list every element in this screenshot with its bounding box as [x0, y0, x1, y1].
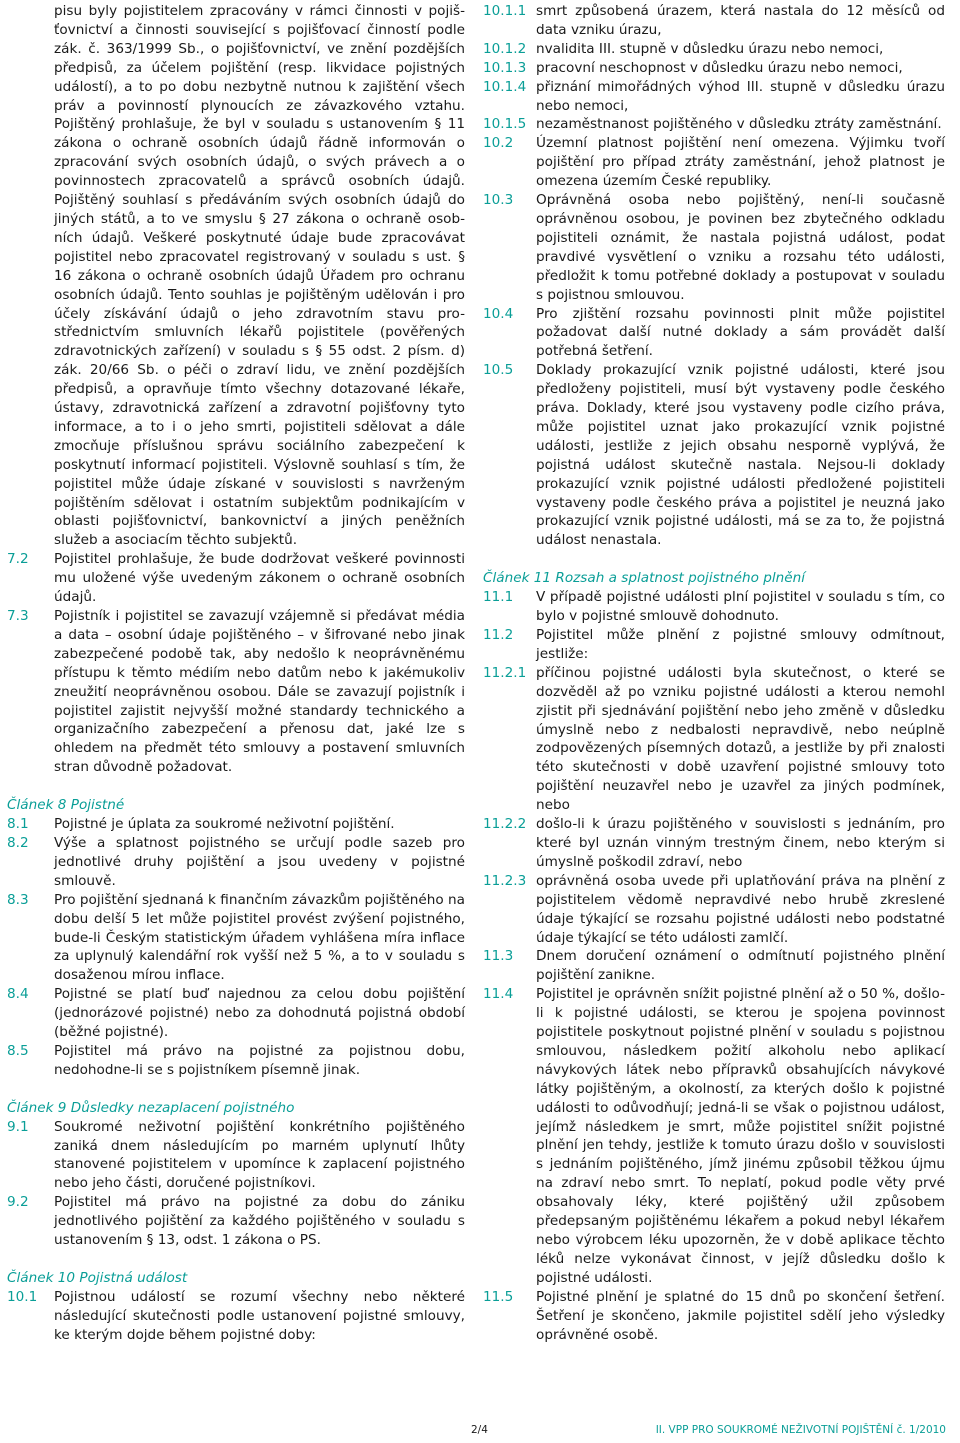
clause-text: příčinou pojistné události byla skutečnost, o které se dozvěděl až po vzniku pojistné události a kterou nemohl zjistit při sjednávání pojištění nebo jeho změně v důsledku úmyslně nebo z nedbalosti nepravdivě, nebo neúplně zodpovězených písemných dotazů, a jestliže by při znalosti této skutečnosti v době uzavření pojistné smlouvy toto pojištění neuzavřel nebo je uzavřel za jiných podmínek, nebo — [536, 664, 945, 814]
clause-number: 9.1 — [7, 1118, 29, 1135]
paragraph-line: ústavy, zdravotnická zařízení a zdravotní pojišťovny tyto — [54, 400, 465, 417]
clause-number: 11.2.1 — [483, 664, 527, 681]
paragraph-line: v oblasti pojišťovnictví, bankovnictví a jiných peněžních — [54, 494, 465, 530]
clause-text: Pojistné je úplata za soukromé neživotní pojištění. — [54, 816, 395, 833]
clause-item — [483, 588, 945, 626]
clause-number: 10.1.4 — [483, 78, 527, 95]
clause-text: Pojistné plnění je splatné do 15 dnů po skončení šetření. Šetření je skončeno, jakmile pojistitel sdělí jeho výsledky oprávněné osobě. — [536, 1288, 945, 1343]
clause-text: došlo-li k úrazu pojištěného v souvislosti s jednáním, pro které byl uznán vinným trestným činem, nebo kterým si úmyslně poškodil zdraví, nebo — [536, 816, 945, 870]
clause-item — [483, 947, 945, 985]
clause-number: 11.2 — [483, 627, 514, 643]
clause-item — [7, 550, 465, 607]
paragraph-line: informace, a to i o jeho smrti, pojistiteli sdělovat a dále — [54, 418, 465, 435]
clause-text: Dnem doručení oznámení o odmítnutí pojistného plnění pojištění zanikne. — [536, 948, 945, 984]
clause-number: 11.3 — [483, 948, 514, 965]
clause-item — [483, 115, 945, 134]
article-10-heading: Článek 10 Pojistná událost — [7, 1270, 188, 1286]
paragraph-line: práv a povinností plynoucích ze závazkového vztahu. — [54, 97, 465, 114]
article-11-heading: Článek 11 Rozsah a splatnost pojistného plnění — [483, 570, 806, 587]
clause-item — [483, 134, 945, 191]
clause-text: Oprávněná osoba nebo pojištěný, není-li současně oprávněnou osobou, je povinen bez zbytečného odkladu pojistiteli oznámit, že nastala pojistná událost, podat pravdivé vysvětlení o vzniku a rozsahu této události, předložit k tomu potřebné doklady a postupovat v souladu s pojistnou smlouvou. — [536, 192, 945, 303]
clause-item — [7, 1288, 465, 1345]
paragraph-line: střednictvím smluvních lékařů pojistitele (pověřených — [54, 324, 465, 341]
clause-item — [483, 2, 945, 40]
clause-number: 11.1 — [483, 589, 514, 606]
clause-text: Pro pojištění sjednaná k finančním závazkům pojištěného na dobu delší 5 let může pojistitel provést zvýšení pojistného, bude-li Českým statistickým úřadem vyhlášena míra inflace za uplynulý kalendářní rok vyšší než 5 %, a to v souladu s dosaženou mírou inflace. — [54, 891, 465, 984]
clause-text: V případě pojistné události plní pojistitel v souladu s tím, co bylo v pojistné smlouvě dohodnuto. — [536, 589, 945, 625]
paragraph-line: d) zák. 20/66 Sb. o péči o zdraví lidu, ve znění pozdějších — [54, 343, 465, 379]
paragraph-line: ťovnictví a činnosti související s pojišťovací činností podle — [54, 21, 465, 38]
clause-item — [7, 834, 465, 891]
paragraph-line: předpisů, a opravňuje tímto všechny dotazované lékaře, — [54, 381, 465, 398]
clause-item — [483, 626, 945, 664]
clause-text: Doklady prokazující vznik pojistné události, které jsou předloženy pojistiteli, musí být vystaveny podle českého práva. Doklady, které jsou vystaveny podle cizího práva, může pojistitel uznat jako prokazující vznik pojistné události, jestliže z jejich obsahu nesporně vyplývá, že pojistná událost skutečně nastala. Nejsou-li doklady prokazující vznik pojistné události předložené pojistiteli vystaveny podle českého práva a pojistitel je neuzná jako prokazující vznik pojistné události, má se za to, že pojistná událost nenastala. — [536, 362, 945, 549]
clause-number: 10.2 — [483, 135, 514, 152]
clause-number: 7.3 — [7, 608, 29, 624]
paragraph-line: o zpracování svých osobních údajů, o svých právech — [54, 135, 465, 171]
continuation-paragraph — [7, 2, 465, 550]
section-10-items-left — [7, 1288, 465, 1345]
clause-item — [483, 361, 945, 550]
section-9-items — [7, 1118, 465, 1250]
clause-item — [483, 1288, 945, 1345]
clause-text: Územní platnost pojištění není omezena. Výjimku tvoří pojištění pro případ ztráty zaměstnání, jehož platnost je omezena územím České republiky. — [536, 135, 945, 190]
clause-item — [483, 815, 945, 872]
clause-item — [483, 78, 945, 116]
clause-item — [483, 191, 945, 304]
clause-number: 10.1.3 — [483, 59, 527, 76]
clause-text: Pojistitel má právo na pojistné za dobu do zániku jednotlivého pojištění za každého pojištěného v souladu s ustanovením § 13, odst. 1 zákona o PS. — [54, 1194, 465, 1249]
paragraph-line: Pojištěný prohlašuje, že byl v souladu s ustanovením § — [54, 116, 442, 133]
page-number: 2/4 — [471, 1424, 488, 1436]
clause-text: Pojistné se platí buď najednou za celou dobu pojištění (jednorázové pojistné) nebo za dohodnutá pojistná období (běžné pojistné). — [54, 986, 465, 1041]
paragraph-line: Pojištěný souhlasí s předáváním svých osobních údajů do — [54, 192, 465, 209]
paragraph-line: 16 zákona o ochraně osobních údajů Úřadem pro ochranu — [54, 267, 465, 284]
article-8-heading: Článek 8 Pojistné — [7, 797, 125, 814]
clause-number: 11.2.2 — [483, 816, 527, 833]
clause-text: Pojistitel prohlašuje, že bude dodržovat veškeré povinnosti mu uložené výše uvedeným zákonem o ochraně osobních údajů. — [54, 551, 465, 606]
clause-number: 10.1 — [7, 1288, 38, 1305]
paragraph-line: zák. č. 363/1999 Sb., o pojišťovnictví, ve znění pozdějších — [54, 40, 465, 57]
clause-text: Soukromé neživotní pojištění konkrétního pojištěného zaniká dnem následujícím po marném uplynutí lhůty stanovené pojistitelem v upomínce k zaplacení pojistného nebo jeho části, doručené pojistníkovi. — [54, 1118, 465, 1192]
clause-item — [7, 1118, 465, 1194]
clause-number: 10.3 — [483, 192, 514, 209]
clause-text: Pojistník i pojistitel se zavazují vzájemně si předávat média a data – osobní údaje pojištěného – v šifrované nebo jinak zabezpečené podobě tak, aby nedošlo k neoprávněnému přístupu k těmto médiím nebo datům nebo k jakémukoliv zneužití neoprávněnou osobou. Dále se zavazují pojistník i pojistitel zajistit nejvyšší možné standardy technického a organizačního zabezpečení a přenosu dat, jaké lze s ohledem na předmět této smlouvy a postavení smluvních stran důvodně požadovat. — [54, 608, 465, 776]
clause-text: oprávněná osoba uvede při uplatňování práva na plnění z pojistitelem vědomě nepravdivé nebo hrubě zkreslené údaje týkající se rozsahu pojistné události nebo podstatné údaje týkající se této události zamlčí. — [536, 872, 945, 946]
clause-item — [7, 985, 465, 1042]
clause-number: 11.2.3 — [483, 872, 527, 889]
clause-item — [7, 1193, 465, 1250]
clause-text: nvalidita III. stupně v důsledku úrazu nebo nemoci, — [536, 40, 884, 57]
paragraph-line: i pro účely získávání údajů o jeho zdravotním stavu pro- — [54, 286, 465, 322]
paragraph-line: zmocňuje příslušnou správu sociálního zabezpečení — [54, 437, 444, 454]
paragraph-line: 11 zákona o ochraně osobních údajů řádně informován — [54, 116, 466, 152]
clause-number: 11.4 — [483, 986, 514, 1003]
right-column — [483, 2, 945, 1344]
clause-item — [483, 664, 945, 815]
paragraph-line: jiných států, a to ve smyslu § 27 zákona o ochraně osob- — [54, 210, 465, 227]
clause-number: 7.2 — [7, 551, 29, 568]
article-9-heading: Článek 9 Důsledky nezaplacení pojistného — [7, 1099, 295, 1116]
paragraph-line: pojištěním sdělovat i ostatním subjektům podnikajícím — [54, 494, 449, 511]
clause-number: 8.4 — [7, 986, 29, 1003]
clause-number: 11.5 — [483, 1288, 514, 1305]
left-column — [7, 2, 465, 1345]
section-11-items — [483, 588, 945, 1344]
clause-text: přiznání mimořádných výhod III. stupně v důsledku úrazu nebo nemoci, — [536, 78, 945, 114]
clause-item — [483, 59, 945, 78]
clause-text: Pojistitel má právo na pojistné za pojistnou dobu, nedohodne-li se s pojistníkem písemně jinak. — [54, 1042, 465, 1078]
clause-item — [7, 1042, 465, 1080]
paragraph-line: osobních údajů. Tento souhlas je pojištěným udělován — [54, 286, 429, 303]
clause-number: 8.5 — [7, 1042, 29, 1059]
clause-text: nezaměstnanost pojištěného v důsledku ztráty zaměstnání. — [536, 116, 942, 133]
clause-text: smrt způsobená úrazem, která nastala do 12 měsíců od data vzniku úrazu, — [536, 3, 945, 38]
section-10-items-right — [483, 2, 945, 550]
clause-number: 8.2 — [7, 834, 29, 851]
paragraph-line: událostí), a to po dobu nezbytně nutnou k zajištění všech — [54, 78, 465, 95]
paragraph-line: pojistitel nebo zpracovatel registrovaný v souladu s ust. § — [54, 248, 465, 265]
clause-item — [7, 815, 465, 834]
clause-item — [483, 872, 945, 948]
clause-text: Pojistitel je oprávněn snížit pojistné plnění až o 50 %, došlo-li k pojistné události, se kterou je spojena povinnost pojistitele poskytnout pojistné plnění v souladu s pojistnou smlouvou, následkem požití alkoholu nebo aplikací návykových látek nebo přípravků obsahujících návykové látky pojištěným, a okolností, za kterých došlo k pojistné události to odůvodňují; jedná-li se však o pojistnou událost, jejímž následkem je smrt, může pojistitel snížit pojistné plnění jen tehdy, jestliže k tomuto úrazu došlo v souvislosti s jednáním pojištěného, jímž jinému způsobil těžkou újmu na zdraví nebo smrt. To neplatí, pokud podle věty prvé obsahovaly léky, které pojištěný užil způsobem předepsaným pojištěnému lékařem a pokud nebyl lékařem nebo výrobcem léku upozorněn, že v době aplikace těchto léků nelze vykonávat činnost, v jejíž důsledku došlo k pojistné události. — [536, 986, 945, 1286]
clause-number: 10.1.2 — [483, 40, 527, 57]
section-8-items — [7, 815, 465, 1080]
clause-number: 9.2 — [7, 1194, 29, 1211]
clause-text: Pojistitel může plnění z pojistné smlouvy odmítnout, jestliže: — [536, 627, 945, 662]
clause-text: Pro zjištění rozsahu povinnosti plnit může pojistitel požadovat další nutné doklady a sám provádět další potřebná šetření. — [536, 305, 945, 360]
paragraph-line: předpisů, za účelem pojištění (resp. likvidace pojistných — [54, 59, 465, 76]
section-7-items — [7, 550, 465, 777]
clause-item — [483, 985, 945, 1288]
clause-item — [7, 607, 465, 777]
clause-text: pracovní neschopnost v důsledku úrazu nebo nemoci, — [536, 59, 903, 76]
clause-number: 10.1.1 — [483, 3, 527, 19]
clause-text: Pojistnou událostí se rozumí všechny nebo některé následující skutečnosti podle ustanovení pojistné smlouvy, ke kterým dojde během pojistné doby: — [54, 1288, 465, 1343]
paragraph-line: že pojistitel může údaje získané v souvislosti s navrženým — [54, 456, 465, 492]
clause-number: 10.1.5 — [483, 116, 527, 133]
paragraph-line: ních údajů. Veškeré poskytnuté údaje bude zpracovávat — [54, 229, 465, 246]
clause-text: Výše a splatnost pojistného se určují podle sazeb pro jednotlivé druhy pojištění a jsou uvedeny v pojistné smlouvě. — [54, 834, 465, 889]
paragraph-line: a o povinnostech zpracovatelů a správců osobních údajů. — [54, 154, 466, 190]
clause-number: 10.5 — [483, 362, 514, 379]
clause-number: 8.3 — [7, 891, 29, 908]
paragraph-line: služeb a asociacím těchto subjektů. — [54, 532, 298, 549]
clause-number: 8.1 — [7, 816, 29, 833]
clause-item — [483, 40, 945, 59]
paragraph-line: k poskytnutí informací pojistiteli. Výslovně souhlasí s tím, — [54, 437, 465, 473]
clause-item — [7, 891, 465, 986]
clause-number: 10.4 — [483, 305, 514, 322]
paragraph-line: zdravotnických zařízení) v souladu s § 55 odst. 2 písm. — [54, 343, 445, 360]
document-title-footer: II. VPP PRO SOUKROMÉ NEŽIVOTNÍ POJIŠTĚNÍ č. 1/2010 — [655, 1424, 946, 1436]
clause-item — [483, 305, 945, 362]
paragraph-line: pisu byly pojistitelem zpracovány v rámci činnosti v pojiš- — [54, 3, 465, 19]
